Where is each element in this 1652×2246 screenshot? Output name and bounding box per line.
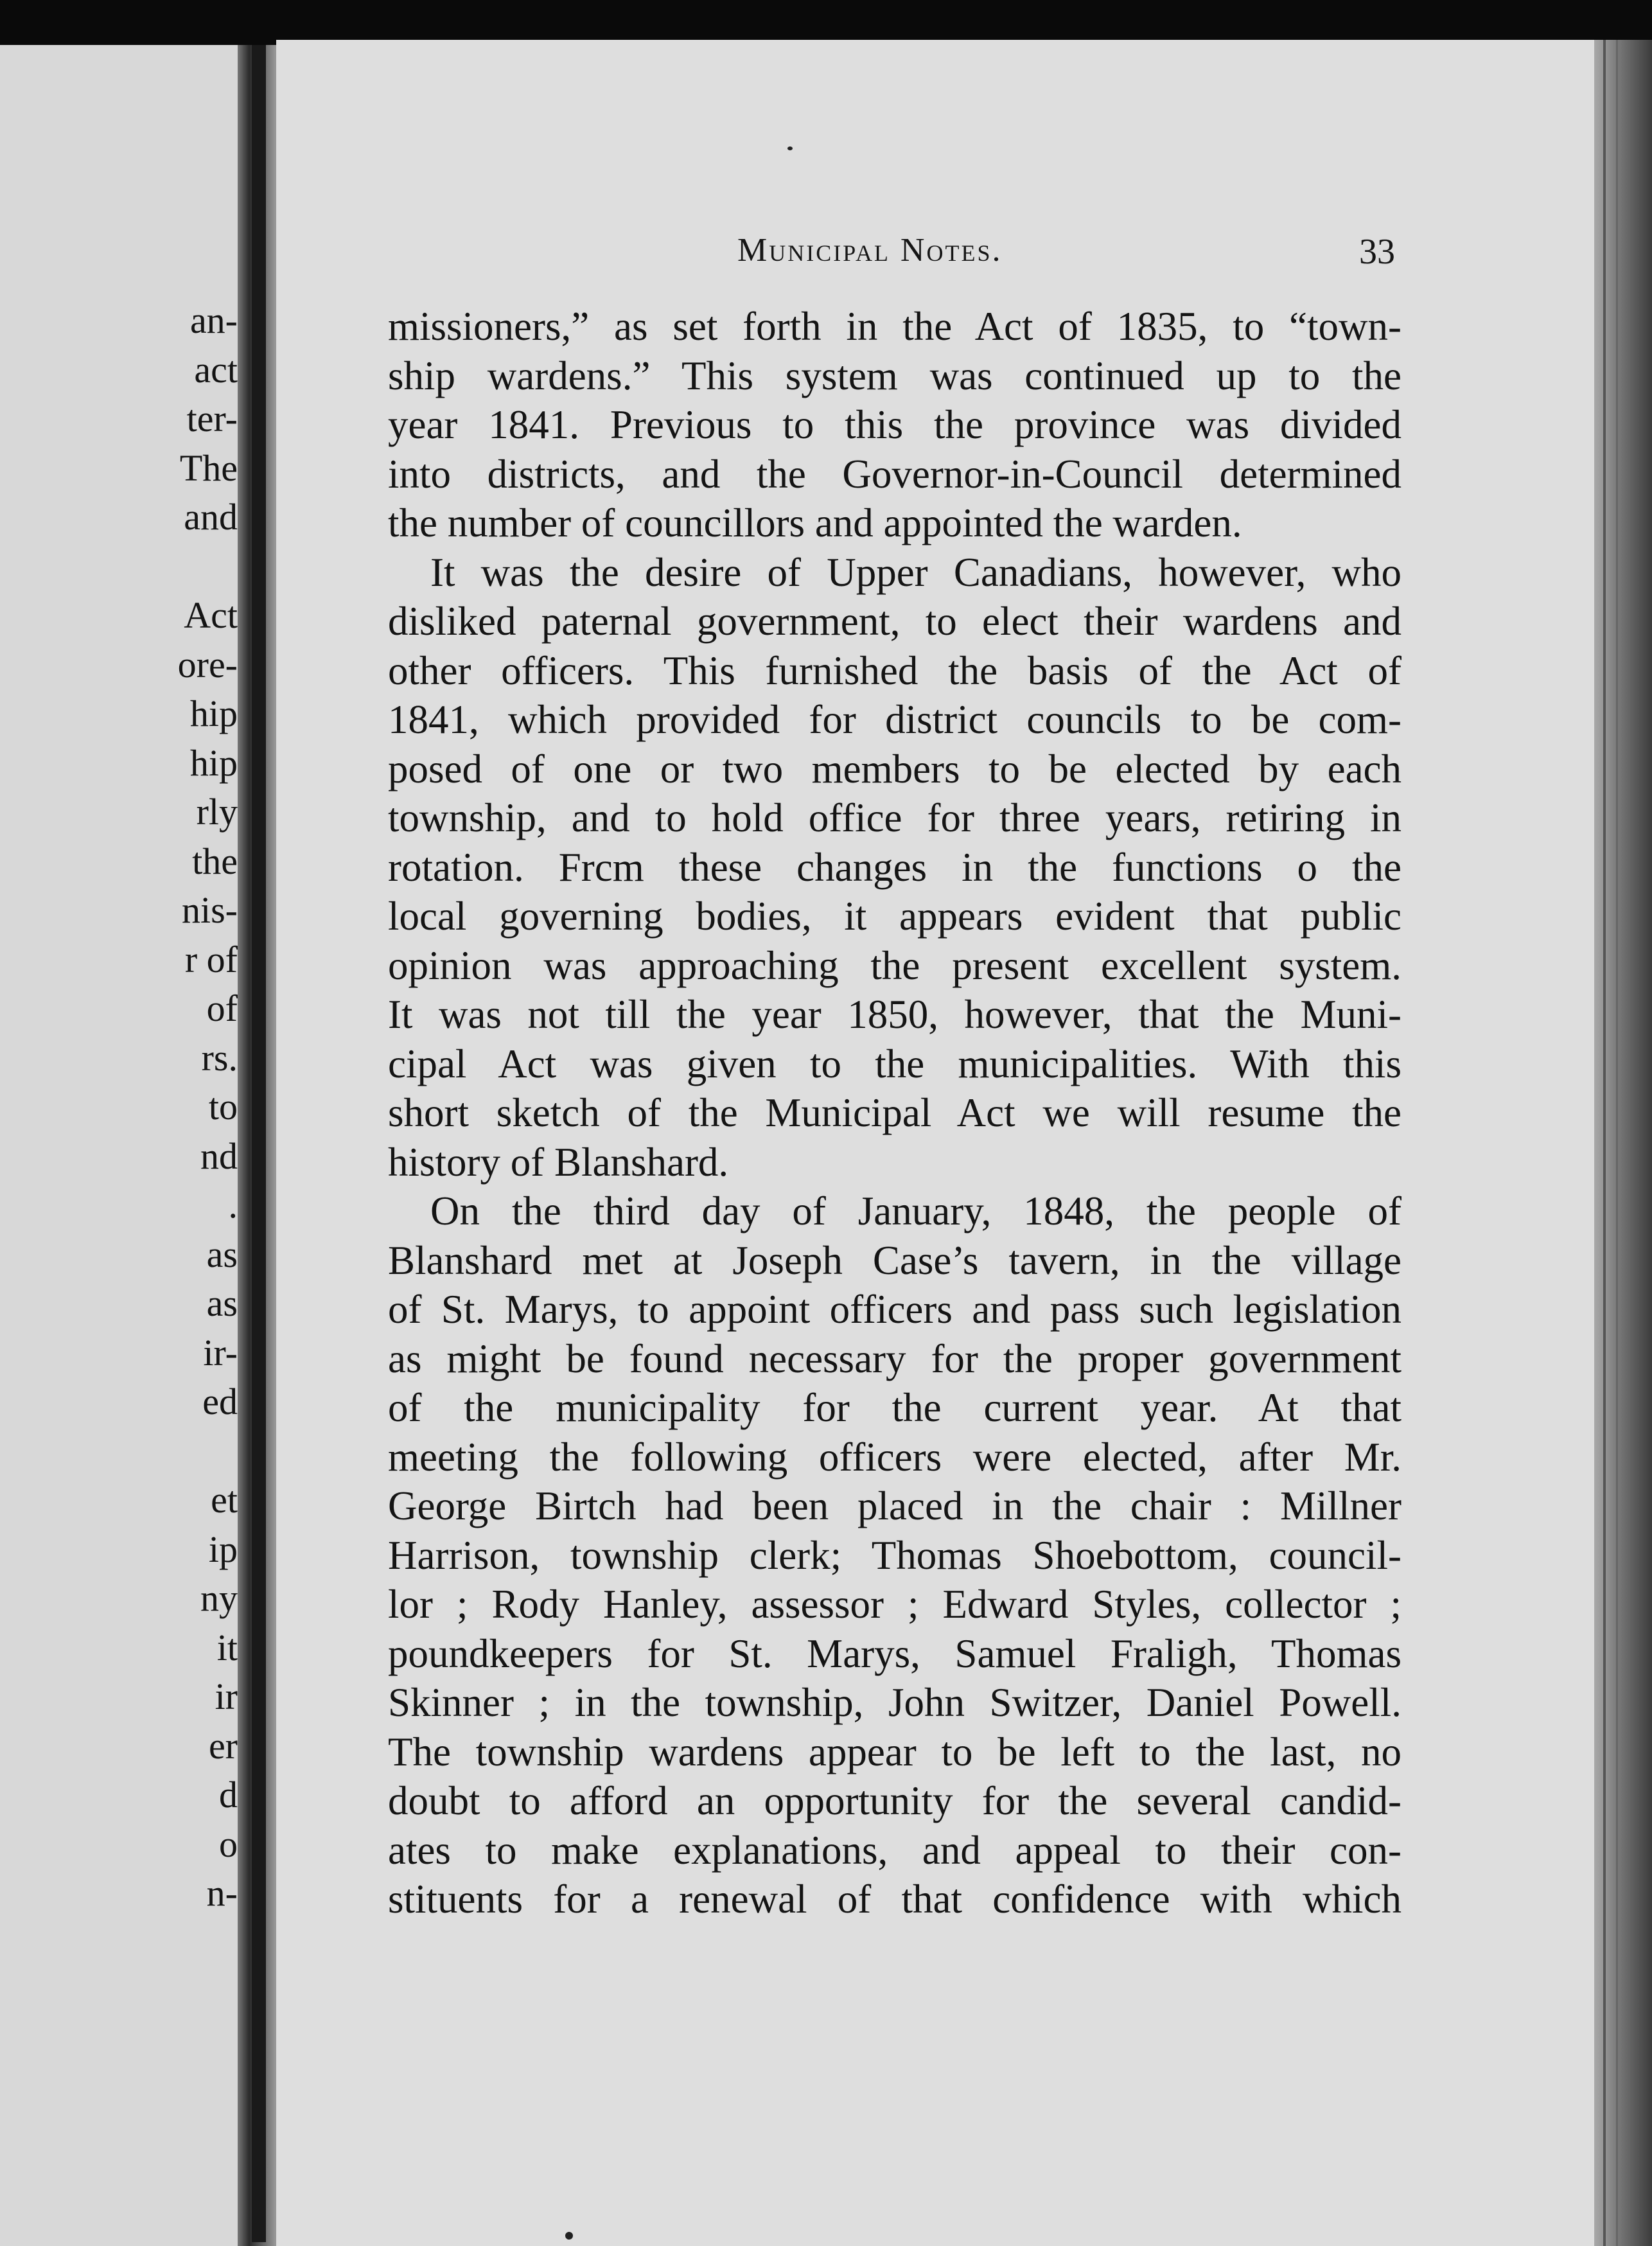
text-line: The township wardens appear to be left to the last, no (388, 1729, 1402, 1774)
left-page-fragment: et (211, 1479, 238, 1521)
left-page-fragment: The (179, 447, 238, 489)
page-number: 33 (1359, 232, 1395, 272)
text-line: of the municipality for the current year. At that (388, 1385, 1402, 1430)
body-text (388, 302, 1402, 1924)
paragraph (388, 548, 1402, 1187)
left-page-fragment: it (216, 1626, 238, 1668)
left-page-fragment: nis- (182, 889, 238, 931)
text-line: year 1841. Previous to this the province was divided (388, 402, 1402, 447)
scan-speck (787, 146, 793, 150)
left-page-fragment: hip (189, 741, 238, 784)
left-page-fragment: rly (196, 791, 238, 833)
left-page-fragment: Act (184, 594, 238, 636)
text-line: stituents for a renewal of that confidence with which (388, 1877, 1402, 1922)
left-page-fragment: as (206, 1282, 238, 1324)
left-page-fragment: hip (189, 693, 238, 734)
running-head: Municipal Notes. (737, 232, 1003, 269)
left-page-fragment: ed (202, 1381, 238, 1422)
text-line: doubt to afford an opportunity for the several candid- (388, 1778, 1402, 1823)
left-page-fragment: and (184, 496, 238, 538)
text-line: rotation. Frcm these changes in the functions o the (388, 844, 1402, 890)
left-page-fragment: ter- (186, 398, 238, 439)
text-line: George Birtch had been placed in the chair : Millner (388, 1483, 1402, 1528)
left-page-fragment: rs. (201, 1036, 238, 1079)
left-page-fragment: to (208, 1086, 238, 1127)
left-page-fragment: o (219, 1823, 238, 1865)
text-line: of St. Marys, to appoint officers and pass such legislation (388, 1287, 1402, 1332)
left-page-fragment: ir- (203, 1331, 238, 1374)
page-edge-line (1603, 40, 1606, 2246)
text-line: opinion was approaching the present excellent system. (388, 942, 1402, 988)
scan-speck (565, 2232, 573, 2240)
page-edges (1594, 40, 1652, 2246)
text-line: short sketch of the Municipal Act we will resume the (388, 1090, 1402, 1135)
text-line: into districts, and the Governor-in-Council determined (388, 451, 1402, 497)
text-line: cipal Act was given to the municipalities. With this (388, 1041, 1402, 1086)
text-line: township, and to hold office for three years, retiring in (388, 795, 1402, 840)
text-line: On the third day of January, 1848, the people of (430, 1189, 1402, 1234)
left-page-fragment: of (206, 987, 238, 1029)
text-line: 1841, which provided for district councils to be com- (388, 697, 1402, 742)
text-line: disliked paternal government, to elect their wardens and (388, 599, 1402, 644)
text-line: missioners,” as set forth in the Act of 1835, to “town- (388, 304, 1402, 349)
text-line: Skinner ; in the township, John Switzer, Daniel Powell. (388, 1680, 1402, 1725)
text-line: as might be found necessary for the proper government (388, 1336, 1402, 1381)
text-line: meeting the following officers were elected, after Mr. (388, 1434, 1402, 1480)
text-line: posed of one or two members to be elected by each (388, 746, 1402, 791)
left-page-fragment: nd (200, 1135, 238, 1177)
paragraph (388, 1187, 1402, 1924)
left-page-fragment: r of (184, 938, 238, 980)
left-facing-page (0, 45, 238, 2246)
left-page-fragment: ip (208, 1528, 238, 1570)
text-line: local governing bodies, it appears evident that public (388, 894, 1402, 939)
left-page-fragment: . (228, 1184, 238, 1226)
page-edge-line (1616, 40, 1618, 2246)
paragraph (388, 302, 1402, 548)
left-page-fragment: an- (189, 299, 238, 341)
text-line: ship wardens.” This system was continued up to the (388, 353, 1402, 398)
left-page-fragment: n- (206, 1872, 238, 1914)
left-page-fragment: er (208, 1724, 238, 1767)
left-page-fragment: act (194, 348, 238, 391)
text-line: ates to make explanations, and appeal to their con- (388, 1827, 1402, 1873)
text-line: Harrison, township clerk; Thomas Shoebottom, council- (388, 1532, 1402, 1578)
text-line: history of Blanshard. (388, 1139, 729, 1185)
left-page-fragment: the (192, 840, 238, 882)
left-page-fragment: as (206, 1233, 238, 1275)
text-line: It was the desire of Upper Canadians, however, who (430, 549, 1402, 595)
left-page-fragment: ir (215, 1676, 238, 1717)
text-line: the number of councillors and appointed the warden. (388, 500, 1242, 545)
left-page-fragment: d (219, 1774, 238, 1816)
text-line: poundkeepers for St. Marys, Samuel Fraligh, Thomas (388, 1631, 1402, 1676)
text-line: It was not till the year 1850, however, that the Muni- (388, 992, 1402, 1037)
left-page-fragment: ore- (177, 643, 238, 685)
text-line: other officers. This furnished the basis of the Act of (388, 648, 1402, 693)
text-line: Blanshard met at Joseph Case’s tavern, in the village (388, 1237, 1402, 1283)
gutter-shadow-line (252, 45, 266, 2242)
text-line: lor ; Rody Hanley, assessor ; Edward Styles, collector ; (388, 1582, 1402, 1627)
left-page-fragment: ny (200, 1577, 238, 1619)
